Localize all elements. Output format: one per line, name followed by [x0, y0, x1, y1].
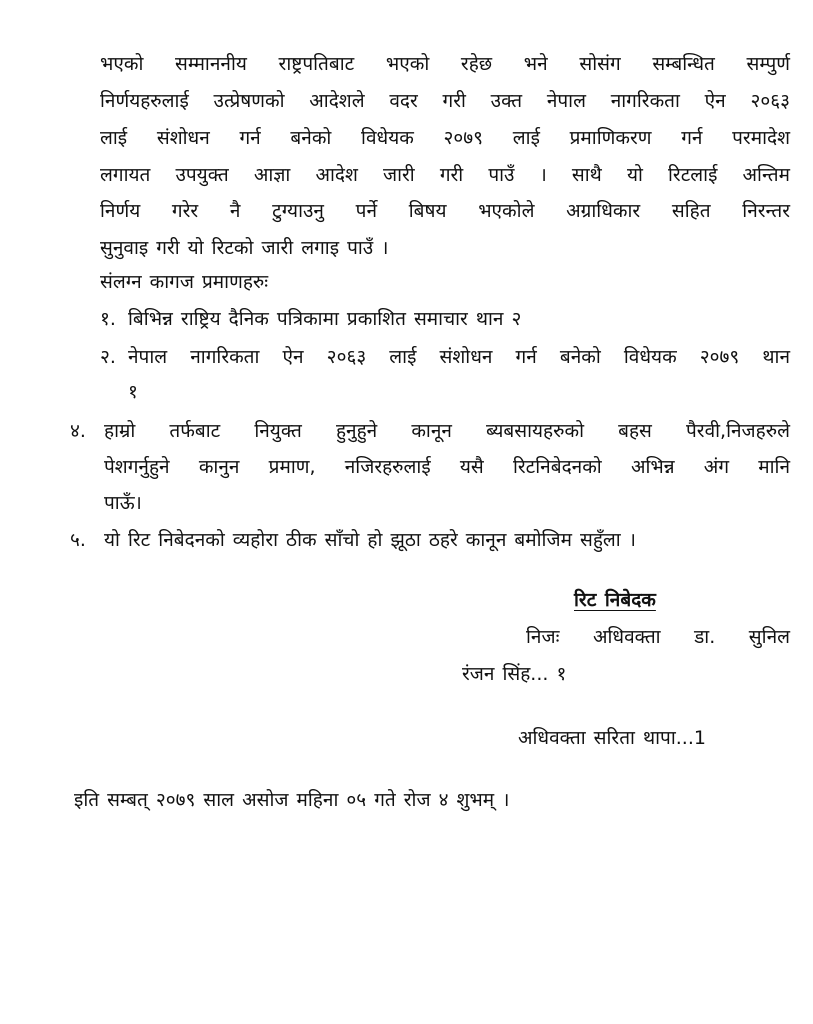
closing-line: इति सम्बत् २०७९ साल असोज महिना ०५ गते रोज ४ शुभम् । — [74, 789, 510, 811]
clause-line: पाऊँ। — [104, 492, 142, 514]
clause-line: पेशगर्नुहुने कानुन प्रमाण, नजिरहरुलाई यसै रिटनिबेदनको अभिन्न अंग मानि — [104, 456, 790, 478]
attachment-item: बिभिन्न राष्ट्रिय दैनिक पत्रिकामा प्रकाशित समाचार थान २ — [128, 308, 522, 330]
paragraph-line: सुनुवाइ गरी यो रिटको जारी लगाइ पाउँ । — [100, 237, 389, 259]
attachment-item-continuation: १ — [128, 381, 138, 403]
clause-line: हाम्रो तर्फबाट नियुक्त हुनुहुने कानून ब्यबसायहरुको बहस पैरवी,निजहरुले — [104, 420, 790, 442]
petitioner-name-line: रंजन सिंह... १ — [462, 663, 567, 685]
clause-number: ५. — [70, 529, 86, 551]
paragraph-line: लाई संशोधन गर्न बनेको विधेयक २०७९ लाई प्रमाणिकरण गर्न परमादेश — [100, 127, 790, 149]
attachment-number: १. — [100, 308, 116, 330]
second-petitioner-name: अधिवक्ता सरिता थापा...1 — [518, 727, 706, 749]
paragraph-line: निर्णय गरेर नै टुग्याउनु पर्ने बिषय भएकोले अग्राधिकार सहित निरन्तर — [100, 200, 790, 222]
clause-number: ४. — [70, 420, 86, 442]
petitioner-heading: रिट निबेदक — [574, 589, 656, 611]
attachments-heading: संलग्न कागज प्रमाणहरुः — [100, 271, 269, 293]
attachment-item: नेपाल नागरिकता ऐन २०६३ लाई संशोधन गर्न बनेको विधेयक २०७९ थान — [128, 346, 790, 368]
paragraph-line: भएको सम्माननीय राष्ट्रपतिबाट भएको रहेछ भने सोसंग सम्बन्धित सम्पुर्ण — [100, 53, 790, 75]
clause-line: यो रिट निबेदनको व्यहोरा ठीक साँचो हो झूठा ठहरे कानून बमोजिम सहुँला । — [104, 529, 636, 551]
paragraph-line: लगायत उपयुक्त आज्ञा आदेश जारी गरी पाउँ । साथै यो रिटलाई अन्तिम — [100, 164, 790, 186]
attachment-number: २. — [100, 346, 116, 368]
petitioner-name-line: निजः अधिवक्ता डा. सुनिल — [526, 626, 790, 648]
paragraph-line: निर्णयहरुलाई उत्प्रेषणको आदेशले वदर गरी उक्त नेपाल नागरिकता ऐन २०६३ — [100, 90, 790, 112]
